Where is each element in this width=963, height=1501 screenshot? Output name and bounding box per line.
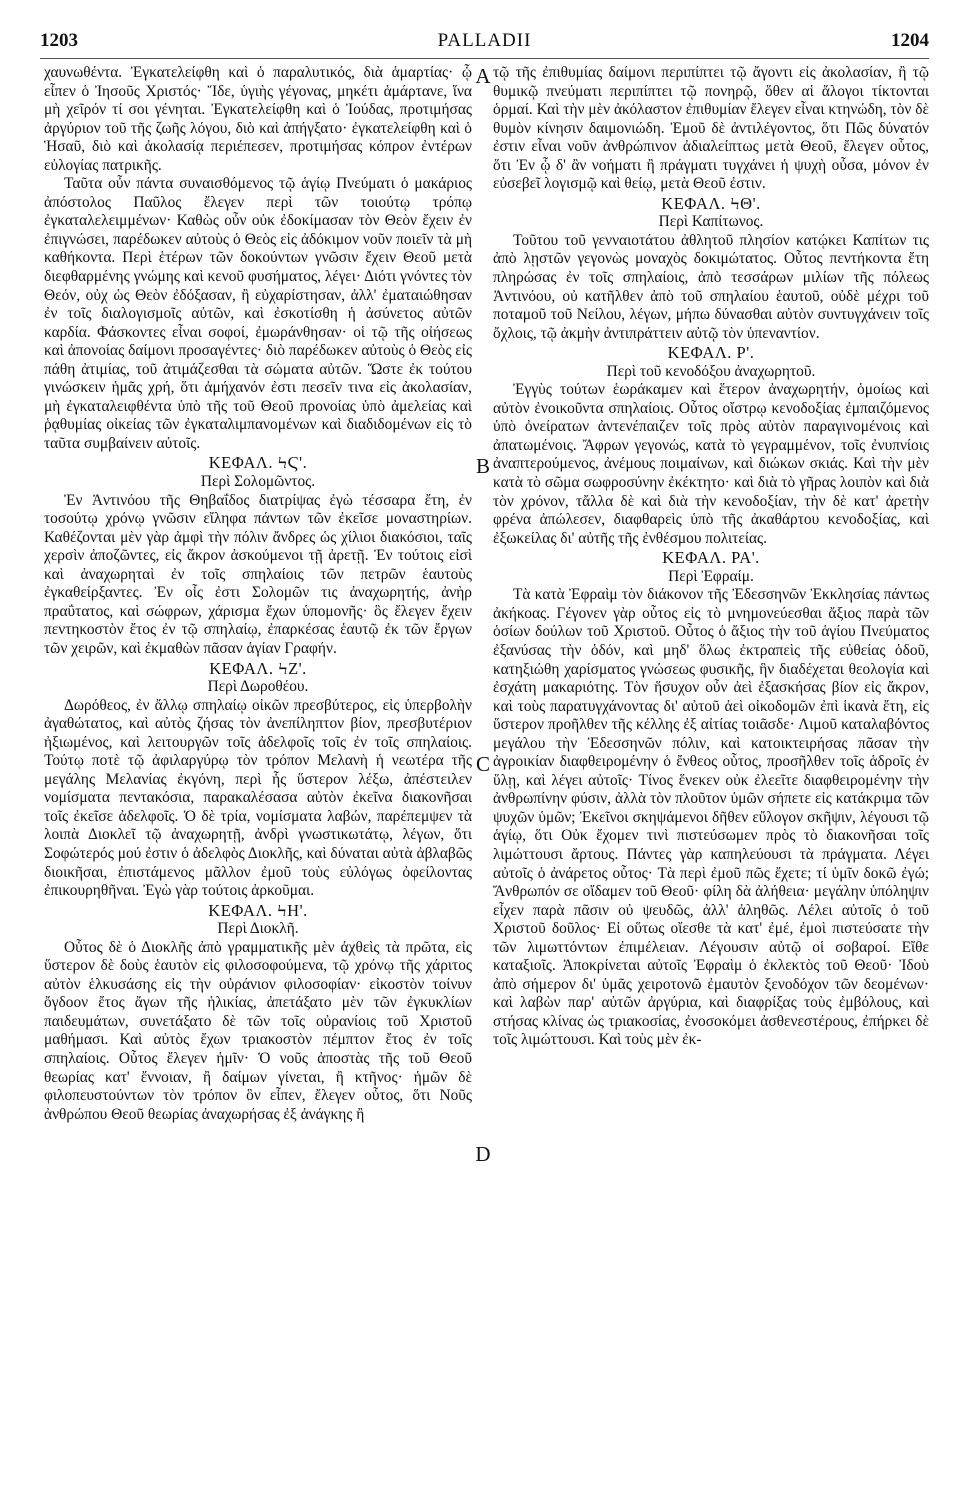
paragraph: Ταῦτα οὖν πάντα συναισθόμενος τῷ ἁγίῳ Πνεύματι ὁ μακάριος ἀπόστολος Παῦλος ἔλεγεν περὶ τῶν τοιούτῳ τρόπῳ ἐγκαταλελειμμένων· Καθὼς οὖν οὐκ ἐδοκίμασαν τὸν Θεὸν ἔχειν ἐν ἐπιγνώσει, παρέδωκεν αὐτοὺς ὁ Θεὸς εἰς ἀδόκιμον νοῦν ποιεῖν τὰ μὴ καθήκοντα. Περὶ ἑτέρων τῶν δοκούντων γνῶσιν ἔχειν Θεοῦ μετὰ διεφθαρμένης γνώμης καὶ κενοῦ φυσήματος, λέγει· Διότι γνόντες τὸν Θεόν, οὐχ ὡς Θεὸν ἐδόξασαν, ἢ εὐχαρίστησαν, ἀλλ' ἐματαιώθησαν ἐν τοῖς διαλογισμοῖς αὐτῶν, καὶ ἐσκοτίσθη ἡ ἀσύνετος αὐτῶν καρδία. Φάσκοντες εἶναι σοφοί, ἐμωράνθησαν· οἱ τῷ τῆς οἰήσεως καὶ ἀπονοίας δαίμονι προσαγέντες· διὸ παρέδωκεν αὐτοὺς ὁ Θεὸς εἰς πάθη ἀτιμίας, τοῦ ἀτιμάζεσθαι τὰ σώματα αὐτῶν. Ὥστε ἐκ τούτου γινώσκειν ἡμᾶς χρή, ὅτι ἀμήχανόν ἐστι πεσεῖν τινα εἰς ἀκολασίαν, μὴ ἐγκαταλειφθέντα ὑπὸ τῆς τοῦ Θεοῦ προνοίας ὑπὸ ἀμελείας καὶ ῥᾳθυμίας οἰκείας τῶν ἐγκαταλιμπανομένων καὶ διαδιδομένων εἰς τὸ ταῦτα συμβαίνειν αὐτοῖς. bbox=[44, 175, 472, 452]
right-column bbox=[493, 64, 929, 1494]
paragraph: χαυνωθέντα. Ἐγκατελείφθη καὶ ὁ παραλυτικός, διὰ ἁμαρτίας· ᾧ εἶπεν ὁ Ἰησοῦς Χριστός· Ἴδε, ὑγιὴς γέγονας, μηκέτι ἁμάρτανε, ἵνα μὴ χεῖρόν τί σοι γένηται. Ἐγκατελείφθη καὶ ὁ Ἰούδας, προτιμήσας ἀργύριον τοῦ τῆς ζωῆς λόγου, διὸ καὶ ἀπήγξατο· ἐγκατελείφθη καὶ ὁ Ἡσαῦ, διὸ καὶ ἀκολασίᾳ περιέπεσεν, προτιμήσας κόπρον ἐντέρων εὐλογίας πατρικῆς. bbox=[44, 64, 472, 174]
margin-marker-d: D bbox=[475, 1142, 491, 1166]
left-column bbox=[44, 64, 472, 1494]
chapter-heading: ΚΕΦΑΛ. ϞΗ'. bbox=[208, 900, 308, 920]
page-number-right: 1204 bbox=[891, 30, 929, 51]
chapter-heading: ΚΕΦΑΛ. ΡΑ'. bbox=[662, 548, 760, 568]
chapter-heading: ΚΕΦΑΛ. ϞΖ'. bbox=[209, 658, 307, 678]
chapter-title: Περὶ Σολομῶντος. bbox=[200, 473, 316, 491]
chapter-title: Περὶ τοῦ κενοδόξου ἀναχωρητοῦ. bbox=[606, 362, 816, 380]
paragraph: Τὰ κατὰ Ἐφραὶμ τὸν διάκονον τῆς Ἐδεσσηνῶν Ἐκκλησίας πάντως ἀκήκοας. Γέγονεν γὰρ οὗτος εἰς τὸ μνημονεύεσθαι ἄξιος παρὰ τῶν ὁσίων δούλων τοῦ Χριστοῦ. Οὗτος ὁ ἄξιος τὴν τοῦ ἁγίου Πνεύματος ἐξανύσας τὴν ὁδόν, καὶ μηδ' ὅλως ἐκτραπεὶς τῆς εὐθείας ὁδοῦ, κατηξιώθη χαρίσματος γνώσεως φυσικῆς, ἣν διαδέχεται θεολογία καὶ ἐσχάτη μακαριότης. Τὸν ἥσυχον οὖν ἀεὶ ἐξασκήσας βίον εἰς ἄκρον, καὶ τοὺς παρατυγχάνοντας δι' αὐτοῦ ἀεὶ οἰκοδομῶν ἐπὶ ἱκανὰ ἔτη, εἰς ὕστερον προῆλθεν τῆς κέλλης ἐξ αἰτίας τοιᾶσδε· Λιμοῦ καταλαβόντος μεγάλου τὴν Ἐδεσσηνῶν πόλιν, καὶ κατοικτειρήσας πᾶσαν τὴν ἀγροικίαν διαφθειρομένην ὁ ἔνθεος οὗτος, προσῆλθεν τοῖς ἁδροῖς ἐν ὕλῃ, καὶ λέγει αὐτοῖς· Τίνος ἕνεκεν οὐκ ἐλεεῖτε διαφθειρομένην τὴν ἀνθρωπίνην φύσιν, ἀλλὰ τὸν πλοῦτον ὑμῶν σήπετε εἰς κατάκριμα τῶν ψυχῶν ὑμῶν; Ἐκεῖνοι σκηψάμενοι δῆθεν εὔλογον σκῆψιν, λέγουσι τῷ ἁγίῳ, ὅτι Οὐκ ἔχομεν τινὶ πιστεύσωμεν πρὸς τὸ διακονῆσαι τοῖς λιμώττουσι ἄρτους. Πάντες γὰρ καπηλεύουσι τὰ πράγματα. Λέγει αὐτοῖς ὁ ἀνάρετος οὗτος· Τὰ περὶ ἐμοῦ πῶς ἔχετε; τί ὑμῖν δοκῶ ἐγώ; Ἄνθρωπόν σε οἴδαμεν τοῦ Θεοῦ· φίλη δὰ ἀλήθεια· μεγάλην ὑπόληψιν εἶχεν παρὰ πᾶσιν οὐ ψευδῶς, ἀλλ' ἀληθῶς. Λέλει αὐτοῖς ὁ τοῦ Χριστοῦ δοῦλος· Εἰ οὕτως οἴεσθε τὰ κατ' ἐμέ, ἐμοὶ πιστεύσατε τὴν τῶν λιμωττόντων ἐπιμέλειαν. Λέγουσιν αὐτῷ οἱ σοβαροί. Εἴθε καταξιοῖς. Ἀποκρίνεται αὐτοῖς Ἐφραὶμ ὁ ἐκλεκτὸς τοῦ Θεοῦ· Ἰδοὺ ἀπὸ σήμερον δι' ὑμᾶς χειροτονῶ ἐμαυτὸν ξενοδόχον τῶν δεομένων· καὶ λαβὼν παρ' αὐτῶν ἀργύρια, καὶ διαφρίξας τοὺς ἐμβόλους, καὶ στήσας κλίνας ὡς τριακοσίας, ἐνοσοκόμει ἀσθενεστέρους, ἐπήρκει δὲ τοῖς λιμώττουσι. Καὶ τοὺς μὲν ἐκ- bbox=[493, 586, 929, 1049]
chapter-title: Περὶ Καπίτωνος. bbox=[658, 213, 764, 231]
paragraph: Ἐν Ἀντινόου τῆς Θηβαΐδος διατρίψας ἐγὼ τέσσαρα ἔτη, ἐν τοσούτῳ χρόνῳ γνῶσιν εἴληφα πάντων τῶν ἐκεῖσε μοναστηρίων. Καθέζονται μὲν γὰρ ἀμφὶ τὴν πόλιν ἄνδρες ὡς χίλιοι διακόσιοι, ταῖς χερσὶν ἀποζῶντες, εἰς ἄκρον ἀσκούμενοι τῇ ἀρετῇ. Ἐν τούτοις εἰσὶ καὶ ἀναχωρηταὶ ἐν τοῖς σπηλαίοις τῶν πετρῶν ἑαυτοὺς ἐγκαθείρξαντες. Ἐν οἷς ἐστι Σολομῶν τις ἀναχωρητής, ἀνὴρ πραΰτατος, καὶ σώφρων, χάρισμα ἔχων ὑπομονῆς· ὃς ἔλεγεν ἔχειν πεντηκοστὸν ἔτος ἐν τῷ σπηλαίῳ, ἐπαρκέσας ἑαυτῷ ἐκ τῶν ἔργων τῶν χειρῶν, καὶ ἐκμαθὼν πᾶσαν ἁγίαν Γραφήν. bbox=[44, 491, 472, 657]
chapter-title: Περὶ Ἐφραίμ. bbox=[668, 567, 754, 585]
running-title: PALLADII bbox=[437, 30, 532, 51]
margin-marker-b: B bbox=[475, 454, 490, 478]
chapter-heading: ΚΕΦΑΛ. ϞϚ'. bbox=[208, 453, 308, 473]
paragraph: τῷ τῆς ἐπιθυμίας δαίμονι περιπίπτει τῷ ἄγοντι εἰς ἀκολασίαν, ἢ τῷ θυμικῷ πνεύματι περιπίπτει τῷ πονηρῷ, ὅθεν αἱ ἄλογοι τίκτονται ὁρμαί. Καὶ τὴν μὲν ἀκόλαστον ἐπιθυμίαν ἔλεγεν εἶναι κτηνώδη, τὸν δὲ θυμὸν κίνησιν δαιμονιώδη. Ἐμοῦ δὲ ἀντιλέγοντος, ὅτι Πῶς δύνατόν ἐστιν εἶναι νοῦν ἀνθρώπινον ἀδιαλείπτως μετὰ Θεοῦ, ἔλεγεν οὗτος, ὅτι Ἐν ᾧ δ' ἂν νοήματι ἢ πράγματι τυγχάνει ἡ ψυχὴ οὖσα, μόνον ἐν εὐσεβεῖ λογισμῷ καὶ θείῳ, μετὰ Θεοῦ ἐστιν. bbox=[493, 64, 929, 193]
page-number-left: 1203 bbox=[40, 30, 78, 51]
chapter-heading: ΚΕΦΑΛ. ϞΘ'. bbox=[661, 193, 761, 213]
paragraph: Ἐγγὺς τούτων ἑωράκαμεν καὶ ἕτερον ἀναχωρητήν, ὁμοίως καὶ αὐτὸν ἐνοικοῦντα σπηλαίοις. Οὗτος οἴστρῳ κενοδοξίας ἐμπαιζόμενος ὑπὸ ὀνείρατων ἀντενέπαιζεν τοῖς πρὸς αὐτὸν παραγινομένοις καὶ ἀπατωμένοις. Ἄφρων γεγονώς, κατὰ τὸ γεγραμμένον, τοῖς ἐνυπνίοις ἀναπτερούμενος, ἀνέμους ποιμαίνων, καὶ διώκων σκιάς. Καὶ τὴν μὲν κατὰ τὸ σῶμα σωφροσύνην ἐκέκτητο· καὶ διὰ τὸ γῆρας λοιπὸν καὶ διὰ τὸν χρόνον, τἄλλα δὲ καὶ διὰ τὴν κενοδοξίαν, τὴν δὲ κατ' ἀρετὴν φρένα ἀπώλεσεν, διαφθαρεὶς ὑπὸ τῆς ἀκαθάρτου κενοδοξίας, καὶ ἐξωκείλας δι' αὐτῆς τῆς ἐνθέσμου πολιτείας. bbox=[493, 381, 929, 547]
running-header bbox=[40, 30, 929, 54]
paragraph: Τοῦτου τοῦ γενναιοτάτου ἀθλητοῦ πλησίον κατῴκει Καπίτων τις ἀπὸ λῃστῶν γεγονὼς μοναχὸς δοκιμώτατος. Οὗτος πεντήκοντα ἔτη πληρώσας ἐν τοῖς σπηλαίοις, ἀπὸ τεσσάρων μιλίων τῆς πόλεως Ἀντινόου, οὐ κατῆλθεν ἀπὸ τοῦ σπηλαίου ἑαυτοῦ, οὐδὲ μέχρι τοῦ ποταμοῦ τοῦ Νείλου, λέγων, μήπω δύνασθαι αὐτὸν συντυγχάνειν τοῖς ὄχλοις, τῷ ἀκμὴν ἀντιπράττειν αὐτῷ τὸν ὑπεναντίον. bbox=[493, 231, 929, 342]
chapter-title: Περὶ Δωροθέου. bbox=[207, 678, 309, 696]
header-rule bbox=[40, 58, 929, 59]
margin-marker-a: A bbox=[475, 64, 491, 88]
paragraph: Οὗτος δὲ ὁ Διοκλῆς ἀπὸ γραμματικῆς μὲν ἀχθεὶς τὰ πρῶτα, εἰς ὕστερον δὲ δοὺς ἑαυτὸν εἰς φιλοσοφούμενα, τῷ χρόνῳ τῆς χάριτος αὐτὸν ἑλκυσάσης εἰς τὴν οὐράνιον φιλοσοφίαν· εἰκοστὸν τοίνυν ὄγδοον ἔτος ἄγων τῆς ἡλικίας, ἀπετάξατο μὲν τῶν ἐγκυκλίων παιδευμάτων, συνετάξατο δὲ τῶν τοῖς οὐρανίοις τοῦ Χριστοῦ μαθήμασι. Καὶ αὐτὸς ἔχων τριακοστὸν πέμπτον ἔτος ἐν τοῖς σπηλαίοις. Οὗτος ἔλεγεν ἡμῖν· Ὁ νοῦς ἀποστὰς τῆς τοῦ Θεοῦ θεωρίας κατ' ἔννοιαν, ἢ δαίμων γίνεται, ἢ κτῆνος· ἡμῶν δὲ φιλοπευστούντων τὸν τρόπον ὃν εἶπεν, ἔλεγεν οὗτος, ὅτι Νοῦς ἀνθρώπου Θεοῦ θεωρίας ἀναχωρήσας ἐξ ἀνάγκης ἢ bbox=[44, 938, 472, 1123]
chapter-title: Περὶ Διοκλῆ. bbox=[217, 920, 299, 938]
chapter-heading: ΚΕΦΑΛ. Ρ'. bbox=[667, 343, 755, 363]
paragraph: Δωρόθεος, ἐν ἄλλῳ σπηλαίῳ οἰκῶν πρεσβύτερος, εἰς ὑπερβολὴν ἀγαθώτατος, καὶ αὐτὸς ζήσας τὸν ἀνεπίληπτον βίον, πρεσβυτέριον ἠξιωμένος, καὶ λειτουργῶν τοῖς ἀδελφοῖς τοῖς ἐν τοῖς σπηλαίοις. Τούτῳ ποτὲ τῷ ἀφιλαργύρῳ τὸν τρόπον Μελανὴ ἡ νεωτέρα τῆς μεγάλης Μελανίας ἐκγόνη, περὶ ἧς ὕστερον λέξω, ἀπέστειλεν νομίσματα πεντακόσια, παρακαλέσασα αὐτὸν ἐκεῖνα διακονῆσαι τοῖς ἐκεῖσε ἀδελφοῖς. Ὁ δὲ τρία, νομίσματα λαβών, παρέπεμψεν τὰ λοιπὰ Διοκλεῖ τῷ ἀναχωρητῇ, ἀνδρὶ γνωστικωτάτῳ, λέγων, ὅτι Σοφώτερός μού ἐστιν ὁ ἀδελφὸς Διοκλῆς, καὶ δύναται αὐτὰ ἀβλαβῶς διοικῆσαι, ἐπιστάμενος μᾶλλον ἐμοῦ τοὺς εὐλόγως ὀφείλοντας ἐπικουρηθῆναι. Ἐγὼ γὰρ τούτοις ἀρκοῦμαι. bbox=[44, 696, 472, 900]
margin-marker-c: C bbox=[475, 752, 490, 776]
